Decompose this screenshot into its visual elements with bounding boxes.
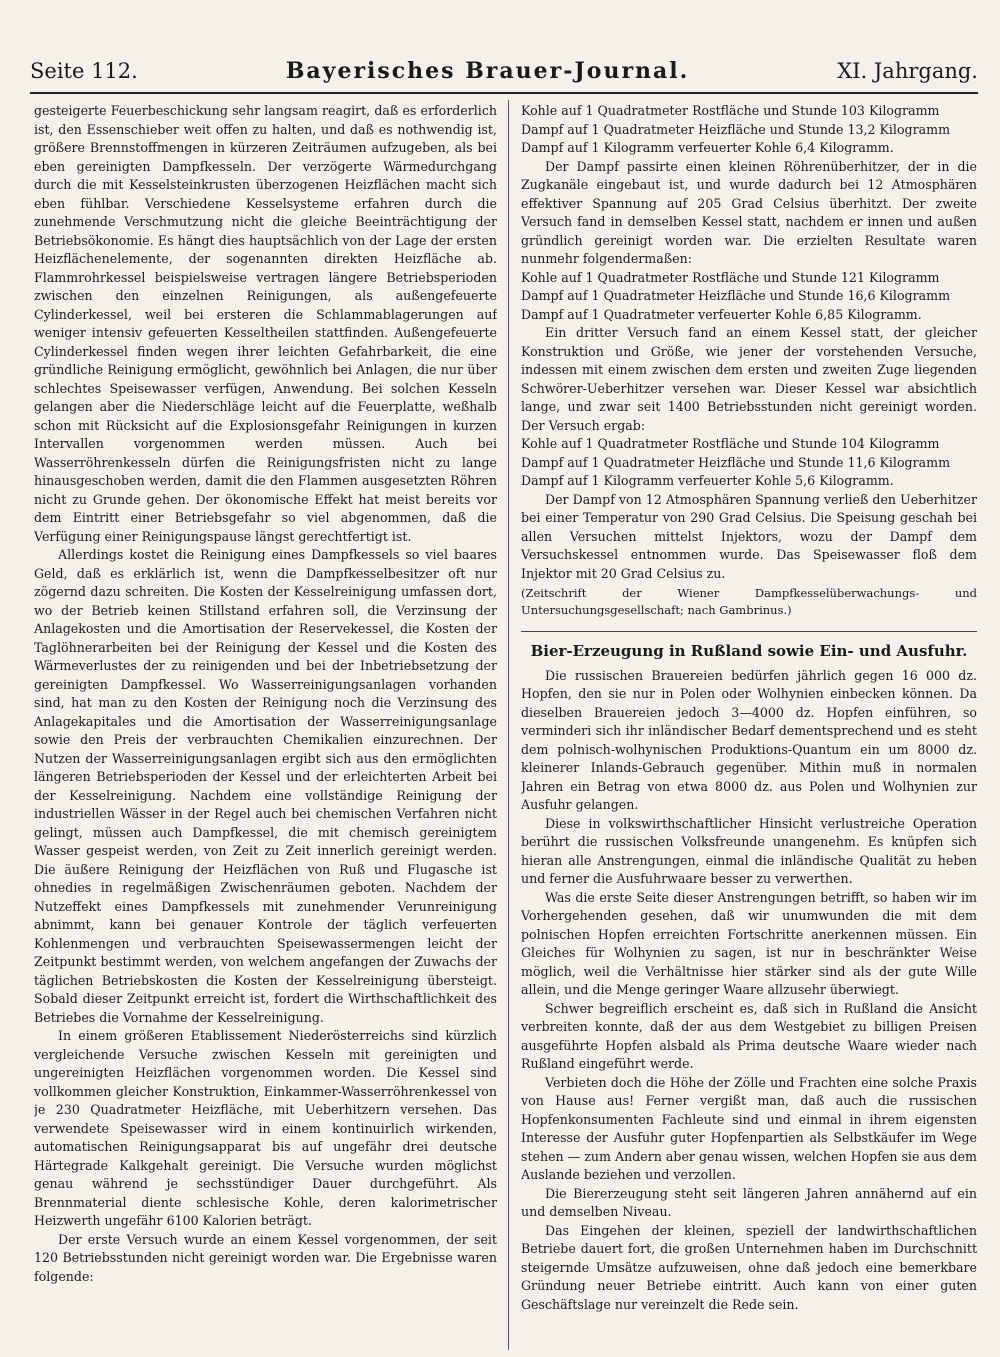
paragraph: Diese in volkswirthschaftlicher Hinsicht verlustreiche Operation berührt die russischen Volksfreunde unangenehm. Es knüpfen sich hieran alle Anstrengungen, einmal die inländische Qualität zu heben und ferner die Ausfuhrwaare besser zu verwerthen. <box>521 815 977 886</box>
paragraph: Der Dampf passirte einen kleinen Röhrenüberhitzer, der in die Zugkanäle eingebaut ist, und wurde dadurch bei 12 Atmosphären effektiver Spannung auf 205 Grad Celsius überhitzt. Der zweite Versuch fand in demselben Kessel statt, nachdem er innen und außen gründlich gereinigt worden war. Die erzielten Resultate waren nunmehr folgendermaßen: <box>521 158 977 266</box>
paragraph: Die Biererzeugung steht seit längeren Jahren annähernd auf ein und demselben Niveau. <box>521 1185 977 1219</box>
result-line: Dampf auf 1 Quadratmeter Heizfläche und Stunde 13,2 Kilogramm <box>521 121 951 137</box>
result-line: Kohle auf 1 Quadratmeter Rostfläche und Stunde 104 Kilogramm <box>521 436 940 451</box>
result-line: Kohle auf 1 Quadratmeter Rostfläche und Stunde 103 Kilogramm <box>521 103 940 118</box>
right-column <box>521 102 977 1352</box>
journal-title: Bayerisches Brauer-Journal. <box>285 58 690 84</box>
paragraph: Ein dritter Versuch fand an einem Kessel statt, der gleicher Konstruktion und Größe, wie jener der vorstehenden Versuche, indessen mit einem zwischen dem ersten und zweiten Zuge liegenden Schwörer-Ueberhitzer versehen war. Dieser Kessel war absichtlich lange, und zwar seit 1400 Betriebsstunden nicht gereinigt worden. Der Versuch ergab: <box>521 325 977 433</box>
volume-label: XI. Jahrgang. <box>837 59 978 83</box>
source-citation: (Zeitschrift der Wiener Dampfkesselüberwachungs- und Untersuchungsgesellschaft; nach Gambrinus.) <box>521 586 977 617</box>
paragraph: Allerdings kostet die Reinigung eines Dampfkessels so viel baares Geld, daß es erklärlich ist, wenn die Dampfkesselbesitzer oft nur zögernd dazu schreiten. Die Kosten der Kesselreinigung umfassen dort, wo der Betrieb keinen Stillstand erfahren soll, die Verzinsung der Anlagekosten und die Amortisation der Reservekessel, die Kosten der Taglöhnerarbeiten bei der Reinigung der Kessel und die Kosten des Wärmeverlustes der zu reinigenden und bei der Inbetriebsetzung der gereinigten Dampfkessel. Wo Wasserreinigungsanlagen vorhanden sind, hat man zu den Kosten der Reinigung noch die Verzinsung des Anlagekapitales und die Amortisation der Wasserreinigungsanlage sowie den Preis der verbrauchten Chemikalien einzurechnen. Der Nutzen der Wasserreinigungsanlagen ergibt sich aus den ermöglichten längeren Betriebsperioden der Kessel und der erleichterten Arbeit bei der Kesselreinigung. Nachdem eine vollständige Reinigung der industriellen Wässer in der Regel auch bei chemischen Verfahren nicht gelingt, müssen auch Dampfkessel, die mit chemisch gereinigtem Wasser gespeist werden, von Zeit zu Zeit innerlich gereinigt werden. Die äußere Reinigung der Heizflächen von Ruß und Flugasche ist ohnedies in regelmäßigen Zwischenräumen geboten. Nachdem der Nutzeffekt eines Dampfkessels mit zunehmender Verunreinigung abnimmt, kann bei genauer Kontrole der täglich verfeuerten Kohlenmengen und verbrauchten Speisewassermengen leicht der Zeitpunkt bestimmt werden, von welchem angefangen der Zuwachs der täglichen Betriebskosten die Kosten der Kesselreinigung übersteigt. Sobald dieser Zeitpunkt erreicht ist, fordert die Wirthschaftlichkeit des Betriebes die Vornahme der Kesselreinigung. <box>34 547 497 1025</box>
paragraph: Der erste Versuch wurde an einem Kessel vorgenommen, der seit 120 Betriebsstunden nicht gereinigt worden war. Die Ergebnisse waren folgende: <box>34 1231 497 1284</box>
result-line: Dampf auf 1 Quadratmeter Heizfläche und Stunde 16,6 Kilogramm <box>521 288 951 303</box>
result-line: Dampf auf 1 Kilogramm verfeuerter Kohle 5,6 Kilogramm. <box>521 473 894 488</box>
paragraph: In einem größeren Etablissement Niederösterreichs sind kürzlich vergleichende Versuche zwischen Kesseln mit gereinigten und ungereinigten Heizflächen vorgenommen worden. Die Kessel sind vollkommen gleicher Konstruktion, Einkammer-Wasserröhrenkessel von je 230 Quadratmeter Heizfläche, mit Ueberhitzern versehen. Das verwendete Speisewasser wird in einem kontinuirlich wirkenden, automatischen Reinigungsapparat bis auf ungefähr drei deutsche Härtegrade Kalkgehalt gereinigt. Die Versuche wurden möglichst genau während je sechsstündiger Dauer durchgeführt. Als Brennmaterial diente schlesische Kohle, deren kalorimetrischer Heizwerth ungefähr 6100 Kalorien beträgt. <box>34 1028 497 1228</box>
paragraph: Was die erste Seite dieser Anstrengungen betrifft, so haben wir im Vorhergehenden gesehen, daß wir unumwunden die mit dem polnischen Hopfen erreichten Fortschritte anerkennen müssen. Ein Gleiches für Wolhynien zu sagen, ist nur in beschränkter Weise möglich, weil die Verhältnisse hier stärker sind als der gute Wille allein, und die Menge geringer Waare allzusehr überwiegt. <box>521 889 977 997</box>
paragraph: gesteigerte Feuerbeschickung sehr langsam reagirt, daß es erforderlich ist, den Essenschieber weit offen zu halten, und daß es nothwendig ist, größere Brennstoffmengen in kürzeren Zeiträumen aufzugeben, als bei eben gereinigten Dampfkesseln. Der verzögerte Wärmedurchgang durch die mit Kesselsteinkrusten überzogenen Heizflächen macht sich eben fühlbar. Verschiedene Kesselsysteme erfahren durch die zunehmende Verschmutzung nicht die gleiche Beeinträchtigung der Betriebsökonomie. Es hängt dies hauptsächlich von der Lage der ersten Heizflächenelemente, der sogenannten direkten Heizfläche ab. Flammrohrkessel beispielsweise vertragen längere Betriebsperioden zwischen den einzelnen Reinigungen, als außengefeuerte Cylinderkessel, weil bei ersteren die Schlammablagerungen auf weniger intensiv gefeuerten Kesseltheilen stattfinden. Außengefeuerte Cylinderkessel finden wegen ihrer leichten Gefahrbarkeit, die eine gründliche Reinigung ermöglicht, gewöhnlich bei Anlagen, die nur über schlechtes Speisewasser verfügen, Anwendung. Bei solchen Kesseln gelangen aber die Niederschläge leicht auf die Feuerplatte, weßhalb schon mit Rücksicht auf die Explosionsgefahr Reinigungen in kurzen Intervallen vorgenommen werden müssen. Auch bei Wasserröhrenkesseln dürfen die Reinigungsfristen nicht zu lange hinausgeschoben werden, damit die den Flammen ausgesetzten Röhren nicht zu Grunde gehen. Der ökonomische Effekt hat meist bereits vor dem Eintritt einer Betriebsgefahr so viel abgenommen, daß die Verfügung einer Reinigungspause längst gerechtfertigt ist. <box>34 103 497 544</box>
page-header <box>30 58 978 94</box>
paragraph: Das Eingehen der kleinen, speziell der landwirthschaftlichen Betriebe dauert fort, die großen Unternehmen haben im Durchschnitt steigernde Umsätze aufzuweisen, ohne daß jedoch eine bemerkbare Gründung neuer Betriebe eintritt. Auch kann von einer guten Geschäftslage nur vereinzelt die Rede sein. <box>521 1222 977 1312</box>
result-line: Dampf auf 1 Kilogramm verfeuerter Kohle 6,4 Kilogramm. <box>521 140 894 155</box>
left-column <box>34 102 497 1352</box>
result-line: Dampf auf 1 Quadratmeter Heizfläche und Stunde 11,6 Kilogramm <box>521 454 951 470</box>
paragraph: Schwer begreiflich erscheint es, daß sich in Rußland die Ansicht verbreiten konnte, daß der aus dem Westgebiet zu billigen Preisen ausgeführte Hopfen alsbald als Prima deutsche Waare wieder nach Rußland eingeführt werde. <box>521 1000 977 1071</box>
section-rule <box>521 631 977 632</box>
paragraph: Verbieten doch die Höhe der Zölle und Frachten eine solche Praxis von Hause aus! Ferner vergißt man, daß auch die russischen Hopfenkonsumenten Fachleute sind und einmal in ihrem eigensten Interesse der Ausfuhr guter Hopfenpartien als Selbstkäufer im Wege stehen — zum Andern aber genau wissen, welchen Hopfen sie aus dem Auslande beziehen und verzollen. <box>521 1074 977 1182</box>
paragraph: Die russischen Brauereien bedürfen jährlich gegen 16 000 dz. Hopfen, den sie nur in Polen oder Wolhynien einbecken können. Da dieselben Brauereien jedoch 3—4000 dz. Hopfen einführen, so verminderi sich ihr inländischer Bedarf dementsprechend und es steht dem polnisch-wolhynischen Produktions-Quantum ein um 8000 dz. kleinerer Inlands-Gebrauch gegenüber. Mithin muß in normalen Jahren ein Betrag von etwa 8000 dz. aus Polen und Wolhynien zur Ausfuhr gelangen. <box>521 667 977 812</box>
paragraph: Der Dampf von 12 Atmosphären Spannung verließ den Ueberhitzer bei einer Temperatur von 290 Grad Celsius. Die Speisung geschah bei allen Versuchen mittelst Injektors, wozu der Dampf dem Versuchskessel entnommen wurde. Das Speisewasser floß dem Injektor mit 20 Grad Celsius zu. <box>521 491 977 581</box>
article-title: Bier-Erzeugung in Rußland sowie Ein- und Ausfuhr. <box>530 642 968 660</box>
page-number: Seite 112. <box>30 59 138 83</box>
result-line: Kohle auf 1 Quadratmeter Rostfläche und Stunde 121 Kilogramm <box>521 269 940 285</box>
column-divider <box>508 100 509 1350</box>
result-line: Dampf auf 1 Quadratmeter verfeuerter Kohle 6,85 Kilogramm. <box>521 306 922 322</box>
